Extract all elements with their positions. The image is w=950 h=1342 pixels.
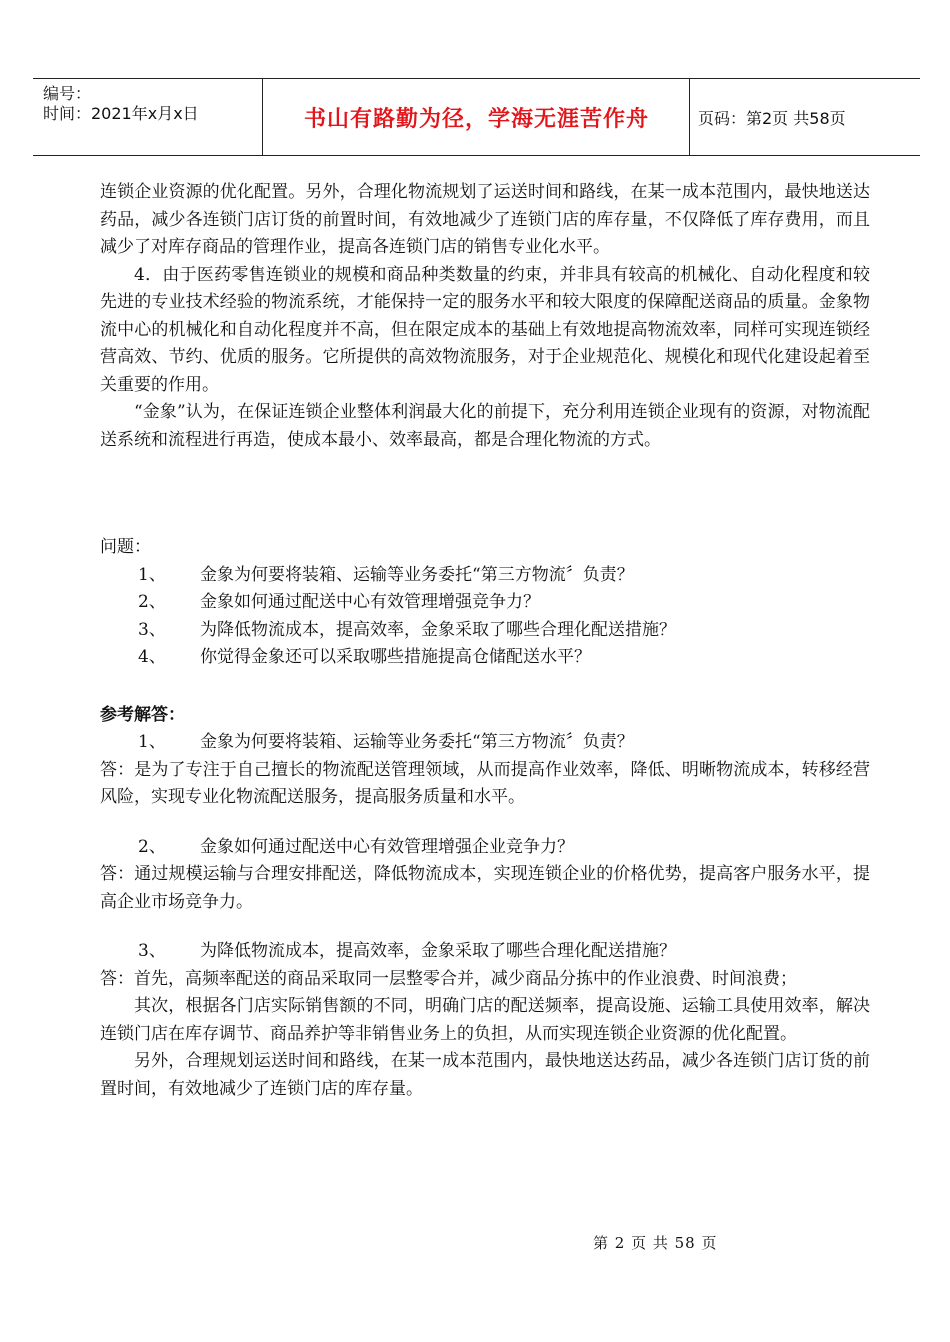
question-number: 1、 bbox=[138, 732, 166, 752]
question-list bbox=[100, 562, 870, 672]
question-text: 你觉得金象还可以采取哪些措施提高仓储配送水平？ bbox=[200, 647, 591, 667]
question-item bbox=[100, 589, 870, 617]
answer-question-2 bbox=[100, 834, 870, 862]
paragraph-3: “金象”认为，在保证连锁企业整体利润最大化的前提下，充分利用连锁企业现有的资源，对物流配送系统和流程进行再造，使成本最小、效率最高，都是合理化物流的方式。 bbox=[100, 402, 870, 450]
header-bottom-rule bbox=[33, 155, 920, 156]
header-divider-left bbox=[262, 78, 263, 156]
header-divider-right bbox=[689, 78, 690, 156]
header-meta bbox=[43, 84, 199, 124]
answer-2: 答：通过规模运输与合理安排配送，降低物流成本，实现连锁企业的价格优势，提高客户服务水平，提高企业市场竞争力。 bbox=[100, 864, 870, 912]
answer-3-part-3: 另外，合理规划运送时间和路线，在某一成本范围内，最快地送达药品，减少各连锁门店订货的前置时间，有效地减少了连锁门店的库存量。 bbox=[100, 1051, 870, 1099]
question-text: 金象如何通过配送中心有效管理增强竞争力？ bbox=[200, 592, 540, 612]
question-text: 为降低物流成本，提高效率，金象采取了哪些合理化配送措施？ bbox=[200, 619, 676, 640]
question-number: 2、 bbox=[138, 592, 166, 612]
question-text: 为降低物流成本，提高效率，金象采取了哪些合理化配送措施？ bbox=[200, 941, 676, 961]
question-item bbox=[100, 562, 870, 590]
question-number: 4、 bbox=[138, 647, 166, 667]
document-body bbox=[100, 179, 870, 1103]
question-text: 金象如何通过配送中心有效管理增强企业竞争力？ bbox=[200, 836, 574, 857]
header-top-rule bbox=[33, 78, 920, 79]
answers-title: 参考解答： bbox=[100, 704, 185, 725]
page-footer: 第 2 页 共 58 页 bbox=[593, 1234, 718, 1252]
doc-number-label: 编号： bbox=[43, 84, 92, 103]
answer-3-part-2: 其次，根据各门店实际销售额的不同，明确门店的配送频率，提高设施、运输工具使用效率，解决连锁门店在库存调节、商品养护等非销售业务上的负担，从而实现连锁企业资源的优化配置。 bbox=[100, 996, 870, 1044]
paragraph-2: 4．由于医药零售连锁业的规模和商品种类数量的约束，并非具有较高的机械化、自动化程度和较先进的专业技术经验的物流系统，才能保持一定的服务水平和较大限度的保障配送商品的质量。金象物流中心的机械化和自动化程度并不高，但在限定成本的基础上有效地提高物流效率，同样可实现连锁经营高效、节约、优质的服务。它所提供的高效物流服务，对于企业规范化、规模化和现代化建设起着至关重要的作用。 bbox=[100, 264, 870, 395]
question-number: 3、 bbox=[138, 619, 166, 640]
question-number: 1、 bbox=[138, 564, 166, 585]
questions-title: 问题： bbox=[100, 537, 151, 557]
header-motto: 书山有路勤为径，学海无涯苦作舟 bbox=[303, 107, 649, 132]
question-text: 金象为何要将装箱、运输等业务委托“第三方物流〞负责？ bbox=[200, 564, 634, 585]
time-label: 时间：2021年x月x日 bbox=[43, 104, 199, 123]
answer-3-part-1: 答：首先，高频率配送的商品采取同一层整零合并，减少商品分拣中的作业浪费、时间浪费； bbox=[100, 968, 797, 989]
question-number: 3、 bbox=[138, 941, 166, 961]
header-page-info: 页码：第2页 共58页 bbox=[698, 109, 846, 128]
answer-1: 答：是为了专注于自己擅长的物流配送管理领域，从而提高作业效率，降低、明晰物流成本，转移经营风险，实现专业化物流配送服务，提高服务质量和水平。 bbox=[100, 759, 870, 807]
question-item bbox=[100, 617, 870, 645]
answer-question-3 bbox=[100, 938, 870, 966]
question-number: 2、 bbox=[138, 836, 166, 857]
paragraph-1: 连锁企业资源的优化配置。另外，合理化物流规划了运送时间和路线，在某一成本范围内，最快地送达药品，减少各连锁门店订货的前置时间，有效地减少了连锁门店的库存量，不仅降低了库存费用，而且减少了对库存商品的管理作业，提高各连锁门店的销售专业化水平。 bbox=[100, 182, 870, 257]
page-header bbox=[33, 78, 920, 156]
question-item bbox=[100, 644, 870, 672]
question-text: 金象为何要将装箱、运输等业务委托“第三方物流〞负责？ bbox=[200, 732, 634, 752]
answer-question-1 bbox=[100, 729, 870, 757]
